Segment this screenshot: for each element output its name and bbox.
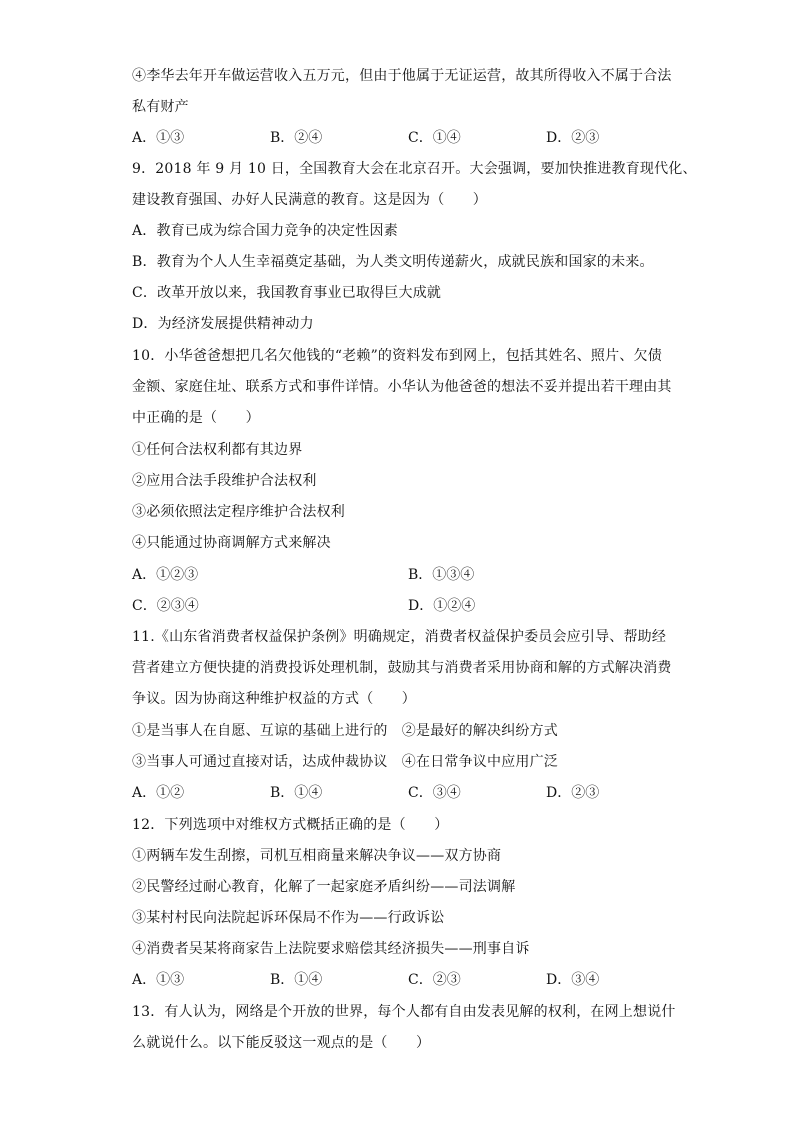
- q9-option-b: B．教育为个人人生幸福奠定基础，为人类文明传递薪火，成就民族和国家的未来。: [132, 254, 654, 270]
- q12-item-2: ②民警经过耐心教育，化解了一起家庭矛盾纠纷——司法调解: [132, 879, 516, 895]
- q10-item-2: ②应用合法手段维护合法权利: [132, 473, 317, 489]
- q8-option-d: D．②③: [546, 130, 600, 146]
- q10-option-c: C．②③④: [132, 598, 199, 614]
- q11-items-line-2: ③当事人可通过直接对话，达成仲裁协议 ④在日常争议中应用广泛: [132, 754, 558, 770]
- q12-option-b: B．①④: [270, 972, 323, 988]
- q13-stem-line-1: 13．有人认为，网络是个开放的世界，每个人都有自由发表见解的权利，在网上想说什: [132, 1004, 676, 1020]
- q12-item-3: ③某村村民向法院起诉环保局不作为——行政诉讼: [132, 910, 445, 926]
- q12-item-4: ④消费者吴某将商家告上法院要求赔偿其经济损失——刑事自诉: [132, 941, 530, 957]
- q9-stem-line-1: 9．2018 年 9 月 10 日，全国教育大会在北京召开。大会强调，要加快推进教育现代化、: [132, 161, 697, 177]
- q11-stem-line-3: 争议。因为协商这种维护权益的方式（ ）: [132, 691, 416, 707]
- q8-option-a: A．①③: [132, 130, 185, 146]
- q11-items-line-1: ①是当事人在自愿、互谅的基础上进行的 ②是最好的解决纠纷方式: [132, 723, 558, 739]
- q11-option-d: D．②③: [546, 785, 600, 801]
- q11-option-b: B．①④: [270, 785, 323, 801]
- q9-stem-line-2: 建设教育强国、办好人民满意的教育。这是因为（ ）: [132, 192, 487, 208]
- q10-stem-line-1: 10．小华爸爸想把几名欠他钱的“老赖”的资料发布到网上，包括其姓名、照片、欠债: [132, 348, 662, 364]
- q12-option-a: A．①③: [132, 972, 185, 988]
- q8-item-4-line-1: ④李华去年开车做运营收入五万元，但由于他属于无证运营，故其所得收入不属于合法: [132, 68, 672, 84]
- q13-stem-line-2: 么就说什么。以下能反驳这一观点的是（ ）: [132, 1035, 431, 1051]
- q12-stem: 12．下列选项中对维权方式概括正确的是（ ）: [132, 817, 449, 833]
- q10-stem-line-3: 中正确的是（ ）: [132, 410, 260, 426]
- q8-option-c: C．①④: [408, 130, 461, 146]
- q8-item-4-line-2: 私有财产: [132, 99, 189, 115]
- q11-option-c: C．③④: [408, 785, 461, 801]
- q11-stem-line-1: 11.《山东省消费者权益保护条例》明确规定，消费者权益保护委员会应引导、帮助经: [132, 629, 667, 645]
- q10-option-b: B．①③④: [408, 567, 475, 583]
- q11-stem-line-2: 营者建立方便快捷的消费投诉处理机制，鼓励其与消费者采用协商和解的方式解决消费: [132, 660, 672, 676]
- q9-option-d: D．为经济发展提供精神动力: [132, 316, 314, 332]
- q8-option-b: B．②④: [270, 130, 323, 146]
- q9-option-a: A．教育已成为综合国力竞争的决定性因素: [132, 223, 398, 239]
- q12-option-d: D．③④: [546, 972, 600, 988]
- q10-item-4: ④只能通过协商调解方式来解决: [132, 535, 331, 551]
- q10-item-3: ③必须依照法定程序维护合法权利: [132, 504, 345, 520]
- q11-option-a: A．①②: [132, 785, 185, 801]
- q9-option-c: C．改革开放以来，我国教育事业已取得巨大成就: [132, 285, 442, 301]
- q10-option-a: A．①②③: [132, 567, 199, 583]
- q12-item-1: ①两辆车发生刮擦，司机互相商量来解决争议——双方协商: [132, 848, 502, 864]
- q10-item-1: ①任何合法权利都有其边界: [132, 442, 303, 458]
- q12-option-c: C．②③: [408, 972, 461, 988]
- q10-stem-line-2: 金额、家庭住址、联系方式和事件详情。小华认为他爸爸的想法不妥并提出若干理由其: [132, 379, 672, 395]
- q10-option-d: D．①②④: [408, 598, 476, 614]
